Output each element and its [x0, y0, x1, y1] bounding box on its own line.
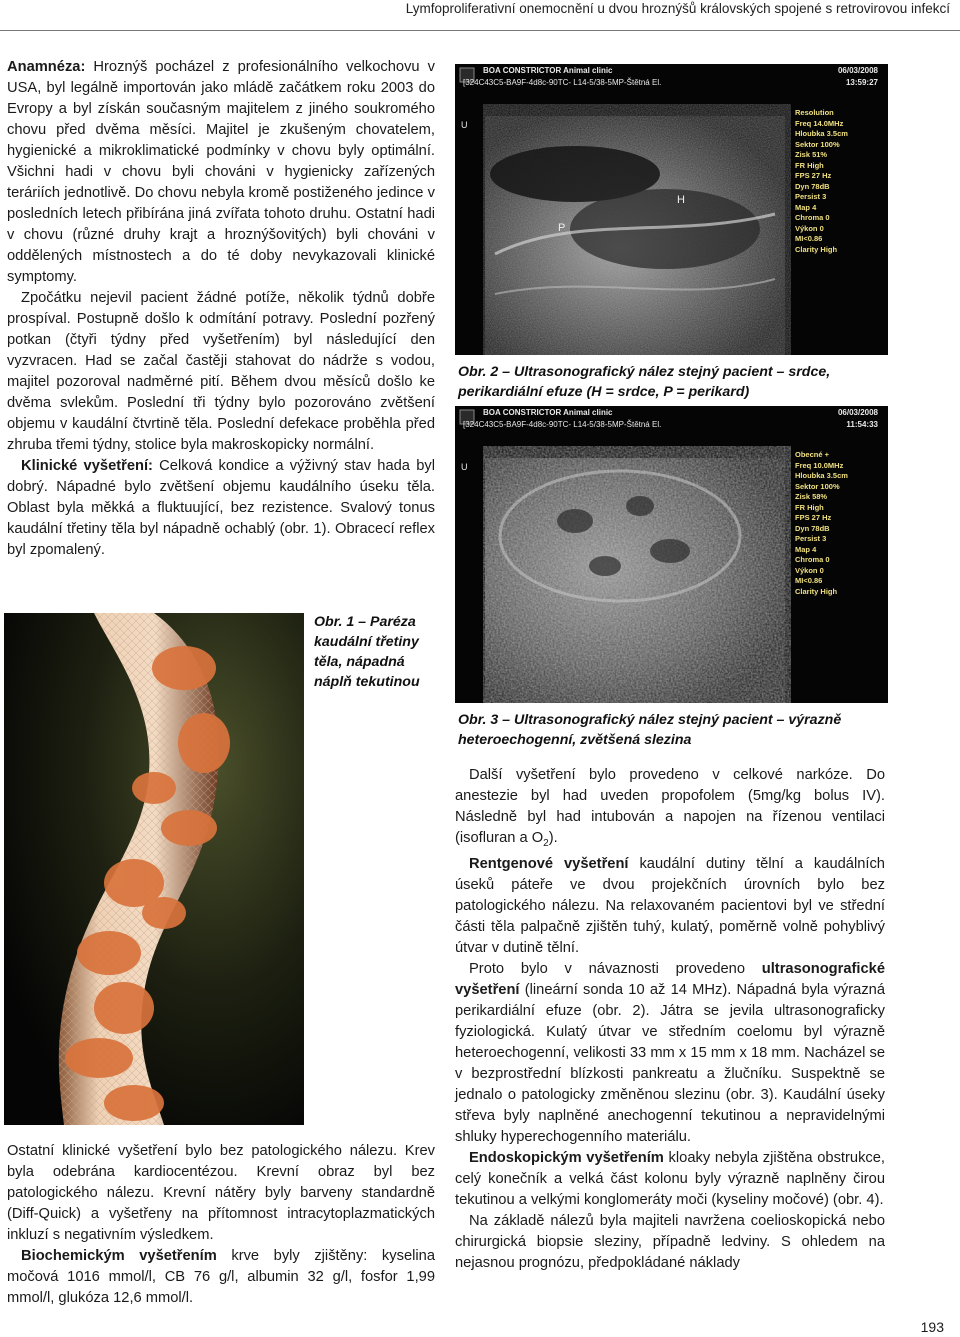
figure-3-ultrasound [455, 406, 888, 703]
other-exam-paragraph: Ostatní klinické vyšetření bylo bez patologického nálezu. Krev byla odebrána kardiocentézou. Krevní obraz byl bez patologického nálezu. Krevní nátěry byly barveny standardně (Diff-Quick) a vyšetřeny na přítomnost intracytoplazmatických inkluzí s negativním výsledkem. [7, 1143, 435, 1243]
ultrasound-setting-line: Persist 3 [795, 534, 827, 543]
ultrasound-2-marker-h: H [677, 194, 685, 206]
ultrasound-setting-line: Výkon 0 [795, 223, 824, 233]
ultrasound-text: (lineární sonda 10 až 14 MHz). Nápadná byla výrazná perikardiální efuze (obr. 2). Játra se jevila ultrasonograficky fyziologická. Kulatý útvar ve středním coelomu byl výrazně heteroechogenní, velikosti 33 mm x 15 mm x 18 mm. Nacházel se v bezprostřední blízkosti pankreatu a žlučníku. Suspektně se jednalo o patologicky změněnou slezinu (obr. 3). Kaudální úseky střeva byly naplněné anechogenní tekutinou a nepravidelnými shluky hyperechogenního materiálu. [455, 981, 885, 1145]
ultrasound-2-date: 06/03/2008 [837, 66, 878, 75]
ultrasound-setting-line: Obecné + [795, 450, 829, 459]
xray-text: kaudální dutiny tělní a kaudálních úseků páteře ve dvou projekčních úrovních bylo bez patologického nálezu. Na relaxovaném pacientovi byl ve střední části těla palpačně zjištěn tuhý, kulatý, poměrně volně pohyblivý útvar v dutině tělní. [455, 855, 885, 956]
xray-paragraph [455, 854, 885, 959]
ultrasound-setting-line: Resolution [795, 108, 834, 117]
ultrasound-setting-line: Map 4 [795, 202, 817, 212]
ultrasound-setting-line: Clarity High [795, 244, 838, 254]
biochemistry-text: krve byly zjištěny: kyselina močová 1016 mmol/l, CB 76 g/l, albumin 32 g/l, fosfor 1,99 mmol/l, glukóza 12,6 mmol/l. [7, 1248, 435, 1306]
biochemistry-label: Biochemickým vyšetřením [21, 1248, 217, 1264]
figure-1-caption: Obr. 1 – Paréza kaudální třetiny těla, nápadná náplň tekutinou [314, 614, 420, 690]
ultrasound-setting-line: MI<0.86 [795, 234, 823, 243]
ultrasound-setting-line: Clarity High [795, 586, 838, 596]
xray-label: Rentgenové vyšetření [469, 855, 629, 872]
ultrasound-setting-line: Zisk 58% [795, 492, 828, 501]
ultrasound-setting-line: FR High [795, 160, 824, 170]
ultrasound-2-time: 13:59:27 [845, 78, 878, 87]
clinical-exam-text: Celková kondice a výživný stav hada byl dobrý. Nápadné bylo zvětšení objemu kaudálního úseku těla. Oblast byla měkká a fluktuující, bez rezistence. Svalový tonus kaudální třetiny těla byl nápadně ochablý (obr. 1). Obracecí reflex byl zpomalený. [7, 458, 435, 558]
anesthesia-text: Další vyšetření bylo provedeno v celkové narkóze. Do anestezie byl had uveden propofolem (5mg/kg bolus IV). Následně byl had intubován a napojen na řízenou ventilaci (isofluran a O [455, 767, 885, 846]
ultrasound-setting-line: FR High [795, 502, 824, 512]
ultrasound-setting-line: MI<0.86 [795, 576, 823, 585]
ultrasound-setting-line: Zisk 51% [795, 150, 828, 159]
ultrasound-3-date: 06/03/2008 [837, 408, 878, 417]
ultrasound-3-time: 11:54:33 [846, 420, 878, 429]
biopsy-paragraph: Na základě nálezů byla majiteli navržena coelioskopická nebo chirurgická biopsie sleziny, případně ledviny. S ohledem na nejasnou prognózu, předpokládané náklady [455, 1212, 885, 1271]
anamnesis-text: Hroznýš pocházel z profesionálního velkochovu v USA, byl legálně importován jako mládě začátkem roku 2003 do Evropy a byl získán současným majitelem z jiného soukromého chovu před dvěma měsíci. Majitel je zkušeným chovatelem, hygienické a mikroklimatické podmínky v chovu byly optimální. Všichni hadi v chovu byli chováni v hygienicky zařízených teráriích jednotlivě. Do chovu nebyla kromě postiženého jedince v posledních letech přibírána jiná zvířata tohoto druhu. Ostatní hadi v chovu (různé druhy krajt a hroznýšovitých) byli chováni v oddělených místnostech a do té doby nevykazovali klinické symptomy. [7, 59, 435, 285]
figure-2-caption: Obr. 2 – Ultrasonografický nález stejný pacient – srdce, perikardiální efuze (H = srdce, P = perikard) [458, 364, 831, 400]
ultrasound-setting-line: Sektor 100% [795, 481, 840, 491]
ultrasound-3-settings-list [795, 450, 848, 597]
ultrasound-setting-line: Freq 10.0MHz [795, 460, 844, 470]
header-rule [0, 30, 960, 31]
figure-1-snake-photo [4, 613, 304, 1125]
ultrasound-2-header-1: BOA CONSTRICTOR Animal clinic [483, 66, 613, 75]
figure-2-ultrasound [455, 64, 888, 355]
ultrasound-2-probe-label: U [461, 120, 468, 130]
ultrasound-2-header-2: [324C43C5-BA9F-4d8c-90TC- L14-5/38-5MP-Štětná El. [463, 78, 662, 87]
biochemistry-paragraph [7, 1246, 435, 1309]
ultrasound-setting-line: Persist 3 [795, 192, 827, 201]
ultrasound-3-header-2: [324C43C5-BA9F-4d8c-90TC- L14-5/38-5MP-Štětná El. [463, 420, 662, 429]
ultrasound-3-header-1: BOA CONSTRICTOR Animal clinic [483, 408, 613, 417]
left-column-bottom [7, 1141, 435, 1309]
figure-3-caption: Obr. 3 – Ultrasonografický nález stejný pacient – výrazně heteroechogenní, zvětšená slezina [458, 712, 842, 748]
ultrasound-intro: Proto bylo v návaznosti provedeno [469, 960, 762, 977]
endoscopy-text: kloaky nebyla zjištěna obstrukce, celý konečník a velká část kolonu byly výrazně naplněny čirou tekutinou a velkými konglomeráty moči (kyseliny močové) (obr. 4). [455, 1149, 886, 1208]
left-column-top [7, 57, 435, 561]
ultrasound-setting-line: FPS 27 Hz [795, 171, 832, 180]
ultrasound-setting-line: Map 4 [795, 544, 817, 554]
ultrasound-setting-line: Freq 14.0MHz [795, 118, 844, 128]
running-head: Lymfoproliferativní onemocnění u dvou hroznýšů královských spojené s retrovirovou infekcí [405, 1, 950, 16]
ultrasound-setting-line: FPS 27 Hz [795, 513, 832, 522]
ultrasound-setting-line: Sektor 100% [795, 139, 840, 149]
ultrasound-2-settings-list [795, 108, 848, 255]
endoscopy-label: Endoskopickým vyšetřením [469, 1149, 664, 1166]
ultrasound-setting-line: Chroma 0 [795, 213, 830, 222]
ultrasound-3-probe-label: U [461, 462, 468, 472]
clinical-exam-paragraph [7, 456, 435, 561]
ultrasound-setting-line: Chroma 0 [795, 555, 830, 564]
ultrasound-setting-line: Dyn 78dB [795, 181, 830, 191]
anesthesia-text-end: ). [548, 830, 558, 846]
ultrasound-2-marker-p: P [558, 222, 566, 234]
page-number: 193 [920, 1319, 944, 1335]
anamnesis-paragraph [7, 57, 435, 288]
anamnesis-label: Anamnéza: [7, 59, 86, 75]
clinical-exam-label: Klinické vyšetření: [21, 458, 153, 474]
ultrasound-setting-line: Hloubka 3.5cm [795, 471, 848, 480]
ultrasound-setting-line: Hloubka 3.5cm [795, 129, 848, 138]
ultrasound-paragraph [455, 959, 885, 1148]
right-column [455, 765, 885, 1274]
ultrasound-label: ultrasonografické vyšetření [455, 960, 885, 998]
ultrasound-setting-line: Dyn 78dB [795, 523, 830, 533]
snake-illustration [4, 613, 304, 1125]
history-paragraph: Zpočátku nejevil pacient žádné potíže, několik týdnů dobře prospíval. Postupně došlo k odmítání potravy. Poslední pozřený potkan (čtyři týdny před vyšetřením) byl následující den vyzvracen. Had se začal častěji stahovat do nádrže s vodou, majitel pozoroval nadměrné pití. Během dvou měsíců došlo ke dvěma svlekům. Poslední tři týdny bylo pozorováno zvětšení objemu v kaudální čtvrtině těla. Poslední defekace proběhla před zhruba třemi týdny, stolice byla makroskopicky normální. [7, 290, 435, 453]
endoscopy-paragraph [455, 1148, 885, 1211]
oxygen-subscript: 2 [543, 837, 549, 849]
ultrasound-setting-line: Výkon 0 [795, 565, 824, 575]
anesthesia-paragraph [455, 765, 885, 854]
